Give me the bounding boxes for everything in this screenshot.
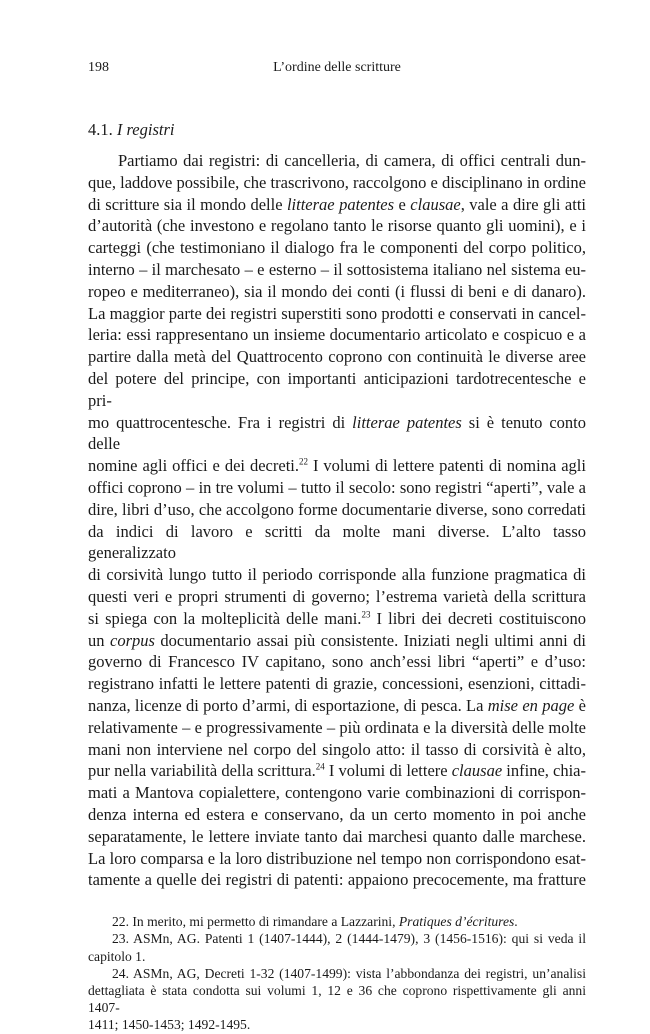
footnote [88,965,586,1034]
body-line: separatamente, le lettere inviate tanto dai marchesi quanto dalle marchese. [88,826,586,846]
italic-text: mise en page [487,695,575,715]
footnote-line: 22. In merito, mi permetto di rimandare a Lazzarini, Pratiques d’écritures. [112,914,518,930]
body-line: governo di Francesco IV capitano, sono anch’essi libri “aperti” e d’uso: [88,652,586,672]
body-line: offici coprono – in tre volumi – tutto il secolo: sono registri “aperti”, vale a [88,477,586,497]
body-line: mo quattrocentesche. Fra i registri di litterae patentes si è tenuto conto delle [88,412,587,454]
body-line: Partiamo dai registri: di cancelleria, di camera, di offici centrali dun- [118,151,586,170]
body-line: La loro comparsa e la loro distribuzione nel tempo non corrispondono esat- [88,848,586,868]
body-line: registrano infatti le lettere patenti di grazie, concessioni, esenzioni, cittadi- [88,674,586,694]
body-line: un corpus documentario assai più consistente. Iniziati negli ultimi anni di [88,630,587,650]
body-line: relativamente – e progressivamente – più ordinata e la diversità delle molte [88,717,586,737]
italic-text: litterae patentes [352,412,462,432]
italic-text: clausae [410,194,461,214]
footnote [88,913,586,930]
body-line: da indici di lavoro e scritti da molte mani diverse. L’alto tasso generalizzato [88,521,586,563]
body-line: ropeo e mediterraneo), sia il mondo dei conti (i flussi di beni e di danaro). [88,281,586,301]
body-line: pur nella variabilità della scrittura.$^{24}$ I volumi di lettere clausae infine, chia- [88,761,586,781]
body-line: questi veri e propri strumenti di governo; l’estrema varietà della scrittura [88,586,586,606]
body-line: La maggior parte dei registri superstiti sono prodotti e conservati in cancel- [88,303,586,323]
body-line: interno – il marchesato – e esterno – il sottosistema italiano nel sistema eu- [88,259,586,279]
body-line: partire dalla metà del Quattrocento coprono con continuità le diverse aree [88,347,586,367]
footnote-line: 1411; 1450-1453; 1492-1495. [88,1017,251,1033]
page-number: 198 [88,60,109,75]
footnote-ref: 22 [298,456,308,467]
italic-text: corpus [110,630,155,650]
book-page [88,60,586,1034]
body-line: nanza, licenze di porto d’armi, di esportazione, di pesca. La mise en page è [88,695,586,715]
running-title: L’ordine delle scritture [273,60,401,75]
italic-text: litterae patentes [286,194,395,214]
body-line: di scritture sia il mondo delle litterae patentes e clausae, vale a dire gli atti [88,194,586,214]
section-number: 4.1. [88,120,113,139]
body-line: del potere del principe, con importanti anticipazioni tardotrecentesche e pri- [88,368,586,410]
footnote-line: 23. ASMn, AG. Patenti 1 (1407-1444), 2 (1444-1479), 3 (1456-1516): qui si veda il [112,931,586,947]
body-line: mani non interviene nel corpo del singolo atto: il tasso di corsività è alto, [88,739,586,759]
footnote-line: capitolo 1. [88,948,146,964]
footnote [88,930,586,964]
body-line: tamente a quelle dei registri di patenti: appaiono precocemente, ma fratture [88,870,586,890]
body-line: d’autorità (che investono e regolano tanto le risorse quanto gli uomini), e i [88,216,586,236]
body-line: di corsività lungo tutto il periodo corrisponde alla funzione pragmatica di [88,565,586,585]
footnote-line: dettagliata è stata condotta sui volumi 1, 12 e 36 che coprono rispettivamente gli anni 1407- [88,982,586,1016]
italic-text: clausae [451,761,503,781]
body-line: carteggi (che testimoniano il dialogo fra le componenti del corpo politico, [88,238,586,258]
footnote-ref: 24 [315,761,325,772]
body-line: dire, libri d’uso, che accolgono forme documentarie diverse, sono corredati [88,499,586,519]
section-heading [88,120,586,140]
body-line: mati a Mantova copialettere, contengono varie combinazioni di corrispon- [88,783,586,803]
body-text [88,150,586,891]
body-line: denza interna ed estera e conservano, da un certo momento in poi anche [88,804,586,824]
body-line: que, laddove possibile, che trascrivono, raccolgono e disciplinano in ordine [88,172,586,192]
footnote-ref: 23 [361,609,371,620]
italic-text: Pratiques d’écritures [398,914,515,930]
running-head [88,60,586,82]
section-title: I registri [116,120,175,139]
footnote-line: 24. ASMn, AG, Decreti 1-32 (1407-1499): vista l’abbondanza dei registri, un’analisi [112,965,586,981]
body-line: si spiega con la molteplicità delle mani.$^{23}$ I libri dei decreti costituiscono [88,608,587,628]
body-line: nomine agli offici e dei decreti.$^{22}$ I volumi di lettere patenti di nomina agli [88,456,586,476]
body-line: leria: essi rappresentano un insieme documentario articolato e cospicuo e a [88,325,586,345]
footnotes [88,913,586,1033]
